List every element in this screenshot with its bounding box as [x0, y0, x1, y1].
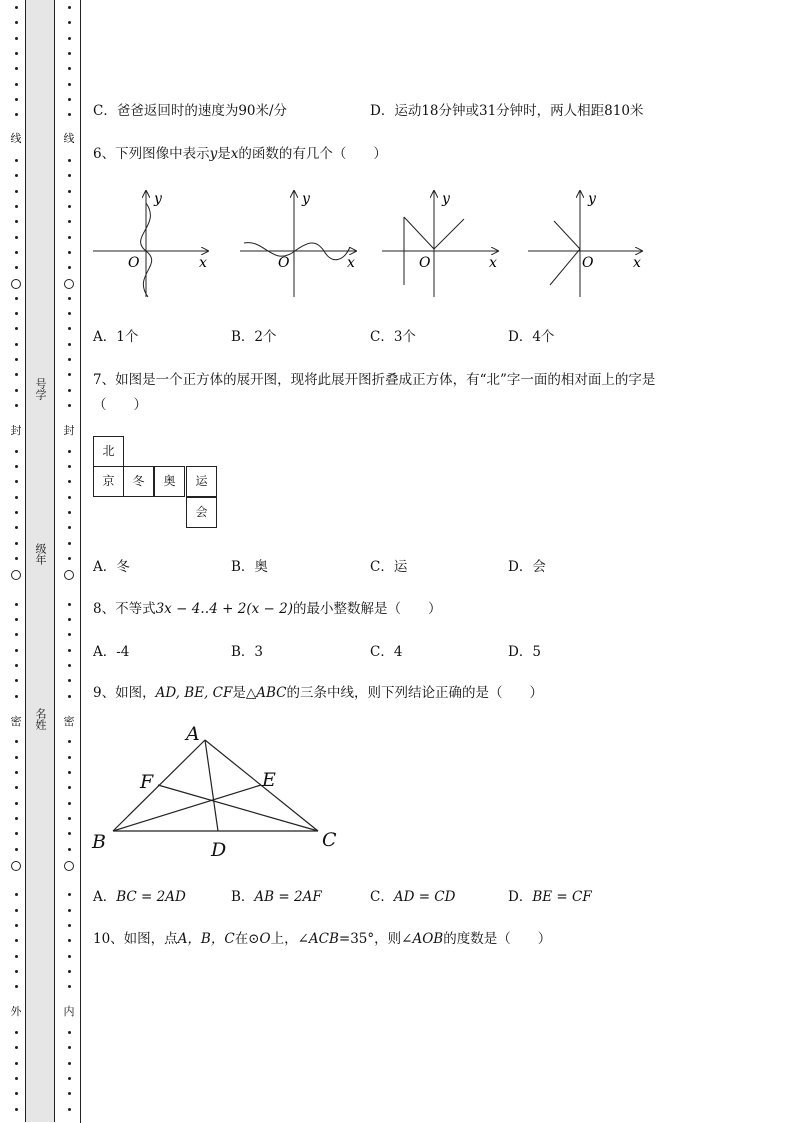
q8-option-d[interactable]: D．5: [508, 644, 541, 660]
binding-dot: [68, 6, 71, 9]
binding-dot: [68, 1077, 71, 1080]
vertex-a: A: [186, 723, 200, 745]
binding-dot: [68, 1031, 71, 1034]
origin-label: O: [278, 255, 290, 271]
binding-dot: [15, 893, 18, 896]
binding-dot: [15, 113, 18, 116]
binding-dot: [15, 633, 18, 636]
binding-dot: [68, 190, 71, 193]
binding-dot: [68, 343, 71, 346]
binding-dot: [68, 404, 71, 407]
binding-dot: [68, 1108, 71, 1111]
graph-1: [93, 191, 208, 297]
binding-dot: [15, 220, 18, 223]
margin-label-feng-left: 封: [10, 424, 22, 437]
binding-dot: [15, 297, 18, 300]
q8-inequality: 3x − 4‥4 + 2(x − 2): [155, 601, 293, 617]
binding-dot: [68, 465, 71, 468]
info-label-grade: 级年: [34, 543, 47, 565]
binding-dot: [15, 21, 18, 24]
q7-option-c[interactable]: C．运: [370, 559, 408, 575]
binding-dot: [68, 893, 71, 896]
binding-dot: [15, 496, 18, 499]
net-cell-yun: 运: [186, 466, 217, 497]
binding-dot: [68, 970, 71, 973]
point-f: F: [140, 771, 154, 793]
circle-mark: [64, 861, 74, 871]
q6-graphs: [88, 185, 658, 305]
binding-dot: [68, 266, 71, 269]
net-cell-jing: 京: [93, 466, 124, 497]
binding-dot: [68, 358, 71, 361]
origin-label: O: [128, 255, 140, 271]
net-cell-bei: 北: [93, 436, 124, 467]
binding-dot: [68, 756, 71, 759]
binding-dot: [15, 480, 18, 483]
binding-dot: [68, 67, 71, 70]
binding-dot: [15, 450, 18, 453]
axis-x-label: x: [633, 255, 641, 271]
info-label-name: 名姓: [34, 708, 47, 730]
q7-stem-paren: （ ）: [93, 397, 147, 413]
binding-dot: [15, 251, 18, 254]
binding-dot: [15, 327, 18, 330]
net-cell-hui: 会: [186, 497, 217, 528]
binding-dot: [68, 327, 71, 330]
binding-dot: [15, 909, 18, 912]
binding-dot: [15, 404, 18, 407]
binding-dot: [68, 251, 71, 254]
binding-dot: [68, 526, 71, 529]
margin-label-xian-right: 线: [63, 132, 75, 145]
binding-dot: [15, 174, 18, 177]
binding-dot: [15, 511, 18, 514]
q6-stem: 6、下列图像中表示y是x的函数的有几个（ ）: [93, 146, 387, 162]
origin-label: O: [419, 255, 431, 271]
info-label-student-number: 号学: [34, 378, 47, 400]
binding-dot: [68, 771, 71, 774]
binding-dot: [68, 633, 71, 636]
binding-dot: [15, 526, 18, 529]
q5-option-d: D．运动18分钟或31分钟时，两人相距810米: [370, 103, 644, 119]
q6-option-b[interactable]: B．2个: [231, 329, 277, 345]
binding-dot: [68, 649, 71, 652]
binding-dot: [15, 343, 18, 346]
binding-dot: [68, 924, 71, 927]
binding-dot: [15, 52, 18, 55]
margin-label-feng-right: 封: [63, 424, 75, 437]
binding-dot: [68, 480, 71, 483]
binding-dot: [68, 450, 71, 453]
binding-dot: [15, 1031, 18, 1034]
axis-y-label: y: [442, 191, 450, 207]
binding-dot: [68, 83, 71, 86]
binding-dot: [15, 955, 18, 958]
q6-option-c[interactable]: C．3个: [370, 329, 416, 345]
binding-dot: [15, 756, 18, 759]
binding-dot: [15, 83, 18, 86]
q8-option-c[interactable]: C．4: [370, 644, 403, 660]
axis-y-label: y: [154, 191, 162, 207]
binding-dot: [68, 955, 71, 958]
q8-option-a[interactable]: A．-4: [93, 644, 130, 660]
q9-option-c[interactable]: C．AD = CD: [370, 889, 456, 905]
binding-dot: [68, 511, 71, 514]
binding-dot: [68, 909, 71, 912]
binding-dot: [68, 52, 71, 55]
binding-dot: [15, 802, 18, 805]
binding-dot: [15, 848, 18, 851]
margin-label-nei: 内: [63, 1005, 75, 1018]
graph-4: [528, 191, 642, 297]
binding-dot: [68, 159, 71, 162]
binding-dot: [68, 297, 71, 300]
binding-dot: [68, 21, 71, 24]
circle-mark: [11, 861, 21, 871]
binding-dot: [68, 817, 71, 820]
binding-dot: [15, 786, 18, 789]
binding-dot: [68, 113, 71, 116]
q9-option-a[interactable]: A．BC = 2AD: [93, 889, 186, 905]
binding-dot: [68, 205, 71, 208]
binding-dot: [15, 679, 18, 682]
binding-dot: [68, 542, 71, 545]
binding-dot: [15, 618, 18, 621]
binding-dot: [15, 1092, 18, 1095]
circle-mark: [64, 570, 74, 580]
binding-dot: [15, 939, 18, 942]
q9-option-d[interactable]: D．BE = CF: [508, 889, 592, 905]
binding-dot: [15, 664, 18, 667]
binding-dot: [68, 373, 71, 376]
binding-dot: [15, 98, 18, 101]
margin-label-mi-right: 密: [63, 715, 75, 728]
net-cell-ao: 奥: [154, 466, 185, 497]
axis-x-label: x: [347, 255, 355, 271]
binding-dot: [68, 174, 71, 177]
q5-option-c: C．爸爸返回时的速度为90米/分: [93, 103, 288, 119]
binding-dot: [15, 6, 18, 9]
binding-dot: [15, 312, 18, 315]
q9-stem: 9、如图，AD, BE, CF是△ABC的三条中线，则下列结论正确的是（ ）: [93, 685, 543, 701]
binding-dot: [15, 832, 18, 835]
point-e: E: [262, 769, 276, 791]
q7-option-b[interactable]: B．奥: [231, 559, 268, 575]
binding-dot: [15, 970, 18, 973]
origin-label: O: [582, 255, 594, 271]
q8-stem: 8、不等式3x − 4‥4 + 2(x − 2)的最小整数解是（ ）: [93, 601, 442, 617]
axis-x-label: x: [489, 255, 497, 271]
axis-y-label: y: [588, 191, 596, 207]
margin-label-mi-left: 密: [10, 715, 22, 728]
graph-3: [382, 191, 498, 297]
binding-dot: [15, 266, 18, 269]
binding-dot: [15, 190, 18, 193]
binding-dot: [68, 695, 71, 698]
binding-dot: [15, 924, 18, 927]
binding-dot: [15, 1108, 18, 1111]
binding-dot: [15, 1046, 18, 1049]
binding-dot: [15, 1077, 18, 1080]
q10-stem: 10、如图，点A，B，C在⊙O上，∠ACB=35°，则∠AOB的度数是（ ）: [93, 931, 552, 947]
binding-dot: [68, 802, 71, 805]
binding-line: [80, 0, 81, 1123]
binding-dot: [68, 236, 71, 239]
binding-dot: [68, 740, 71, 743]
q7-option-d[interactable]: D．会: [508, 559, 546, 575]
binding-dot: [15, 740, 18, 743]
binding-dot: [68, 312, 71, 315]
q9-triangle: [88, 718, 348, 863]
binding-dot: [15, 817, 18, 820]
circle-mark: [11, 279, 21, 289]
vertex-b: B: [92, 831, 106, 853]
axis-y-label: y: [302, 191, 310, 207]
circle-mark: [11, 570, 21, 580]
q6-option-a[interactable]: A．1个: [93, 329, 139, 345]
binding-dot: [15, 542, 18, 545]
binding-dot: [68, 98, 71, 101]
axis-x-label: x: [199, 255, 207, 271]
circle-mark: [64, 279, 74, 289]
binding-dot: [15, 373, 18, 376]
q9-option-b[interactable]: B．AB = 2AF: [231, 889, 322, 905]
binding-dot: [15, 985, 18, 988]
margin-label-xian-left: 线: [10, 132, 22, 145]
binding-dot: [15, 1062, 18, 1065]
binding-dot: [15, 695, 18, 698]
binding-dot: [68, 618, 71, 621]
binding-dot: [68, 985, 71, 988]
graph-2: [240, 191, 356, 297]
binding-dot: [15, 603, 18, 606]
binding-dot: [68, 1046, 71, 1049]
binding-dot: [68, 832, 71, 835]
q7-stem: 7、如图是一个正方体的展开图，现将此展开图折叠成正方体，有“北”字一面的相对面上的字是: [93, 372, 656, 388]
binding-dot: [68, 664, 71, 667]
binding-dot: [68, 679, 71, 682]
binding-dot: [68, 220, 71, 223]
binding-dot: [68, 848, 71, 851]
binding-dot: [15, 771, 18, 774]
vertex-c: C: [322, 829, 337, 851]
q6-option-d[interactable]: D．4个: [508, 329, 555, 345]
binding-dot: [15, 159, 18, 162]
binding-dot: [15, 358, 18, 361]
binding-dot: [15, 465, 18, 468]
binding-dot: [15, 649, 18, 652]
binding-dot: [68, 496, 71, 499]
margin-label-wai: 外: [10, 1005, 22, 1018]
binding-dot: [15, 37, 18, 40]
binding-dot: [68, 1062, 71, 1065]
binding-dot: [68, 786, 71, 789]
q8-option-b[interactable]: B．3: [231, 644, 264, 660]
point-d: D: [211, 839, 227, 861]
binding-dot: [15, 67, 18, 70]
binding-dot: [68, 37, 71, 40]
binding-dot: [68, 939, 71, 942]
binding-dot: [68, 389, 71, 392]
binding-dot: [68, 603, 71, 606]
binding-dot: [15, 389, 18, 392]
binding-dot: [15, 236, 18, 239]
binding-dot: [15, 557, 18, 560]
binding-dot: [15, 205, 18, 208]
net-cell-dong: 冬: [123, 466, 154, 497]
q7-option-a[interactable]: A．冬: [93, 559, 130, 575]
binding-dot: [68, 1092, 71, 1095]
binding-dot: [68, 557, 71, 560]
